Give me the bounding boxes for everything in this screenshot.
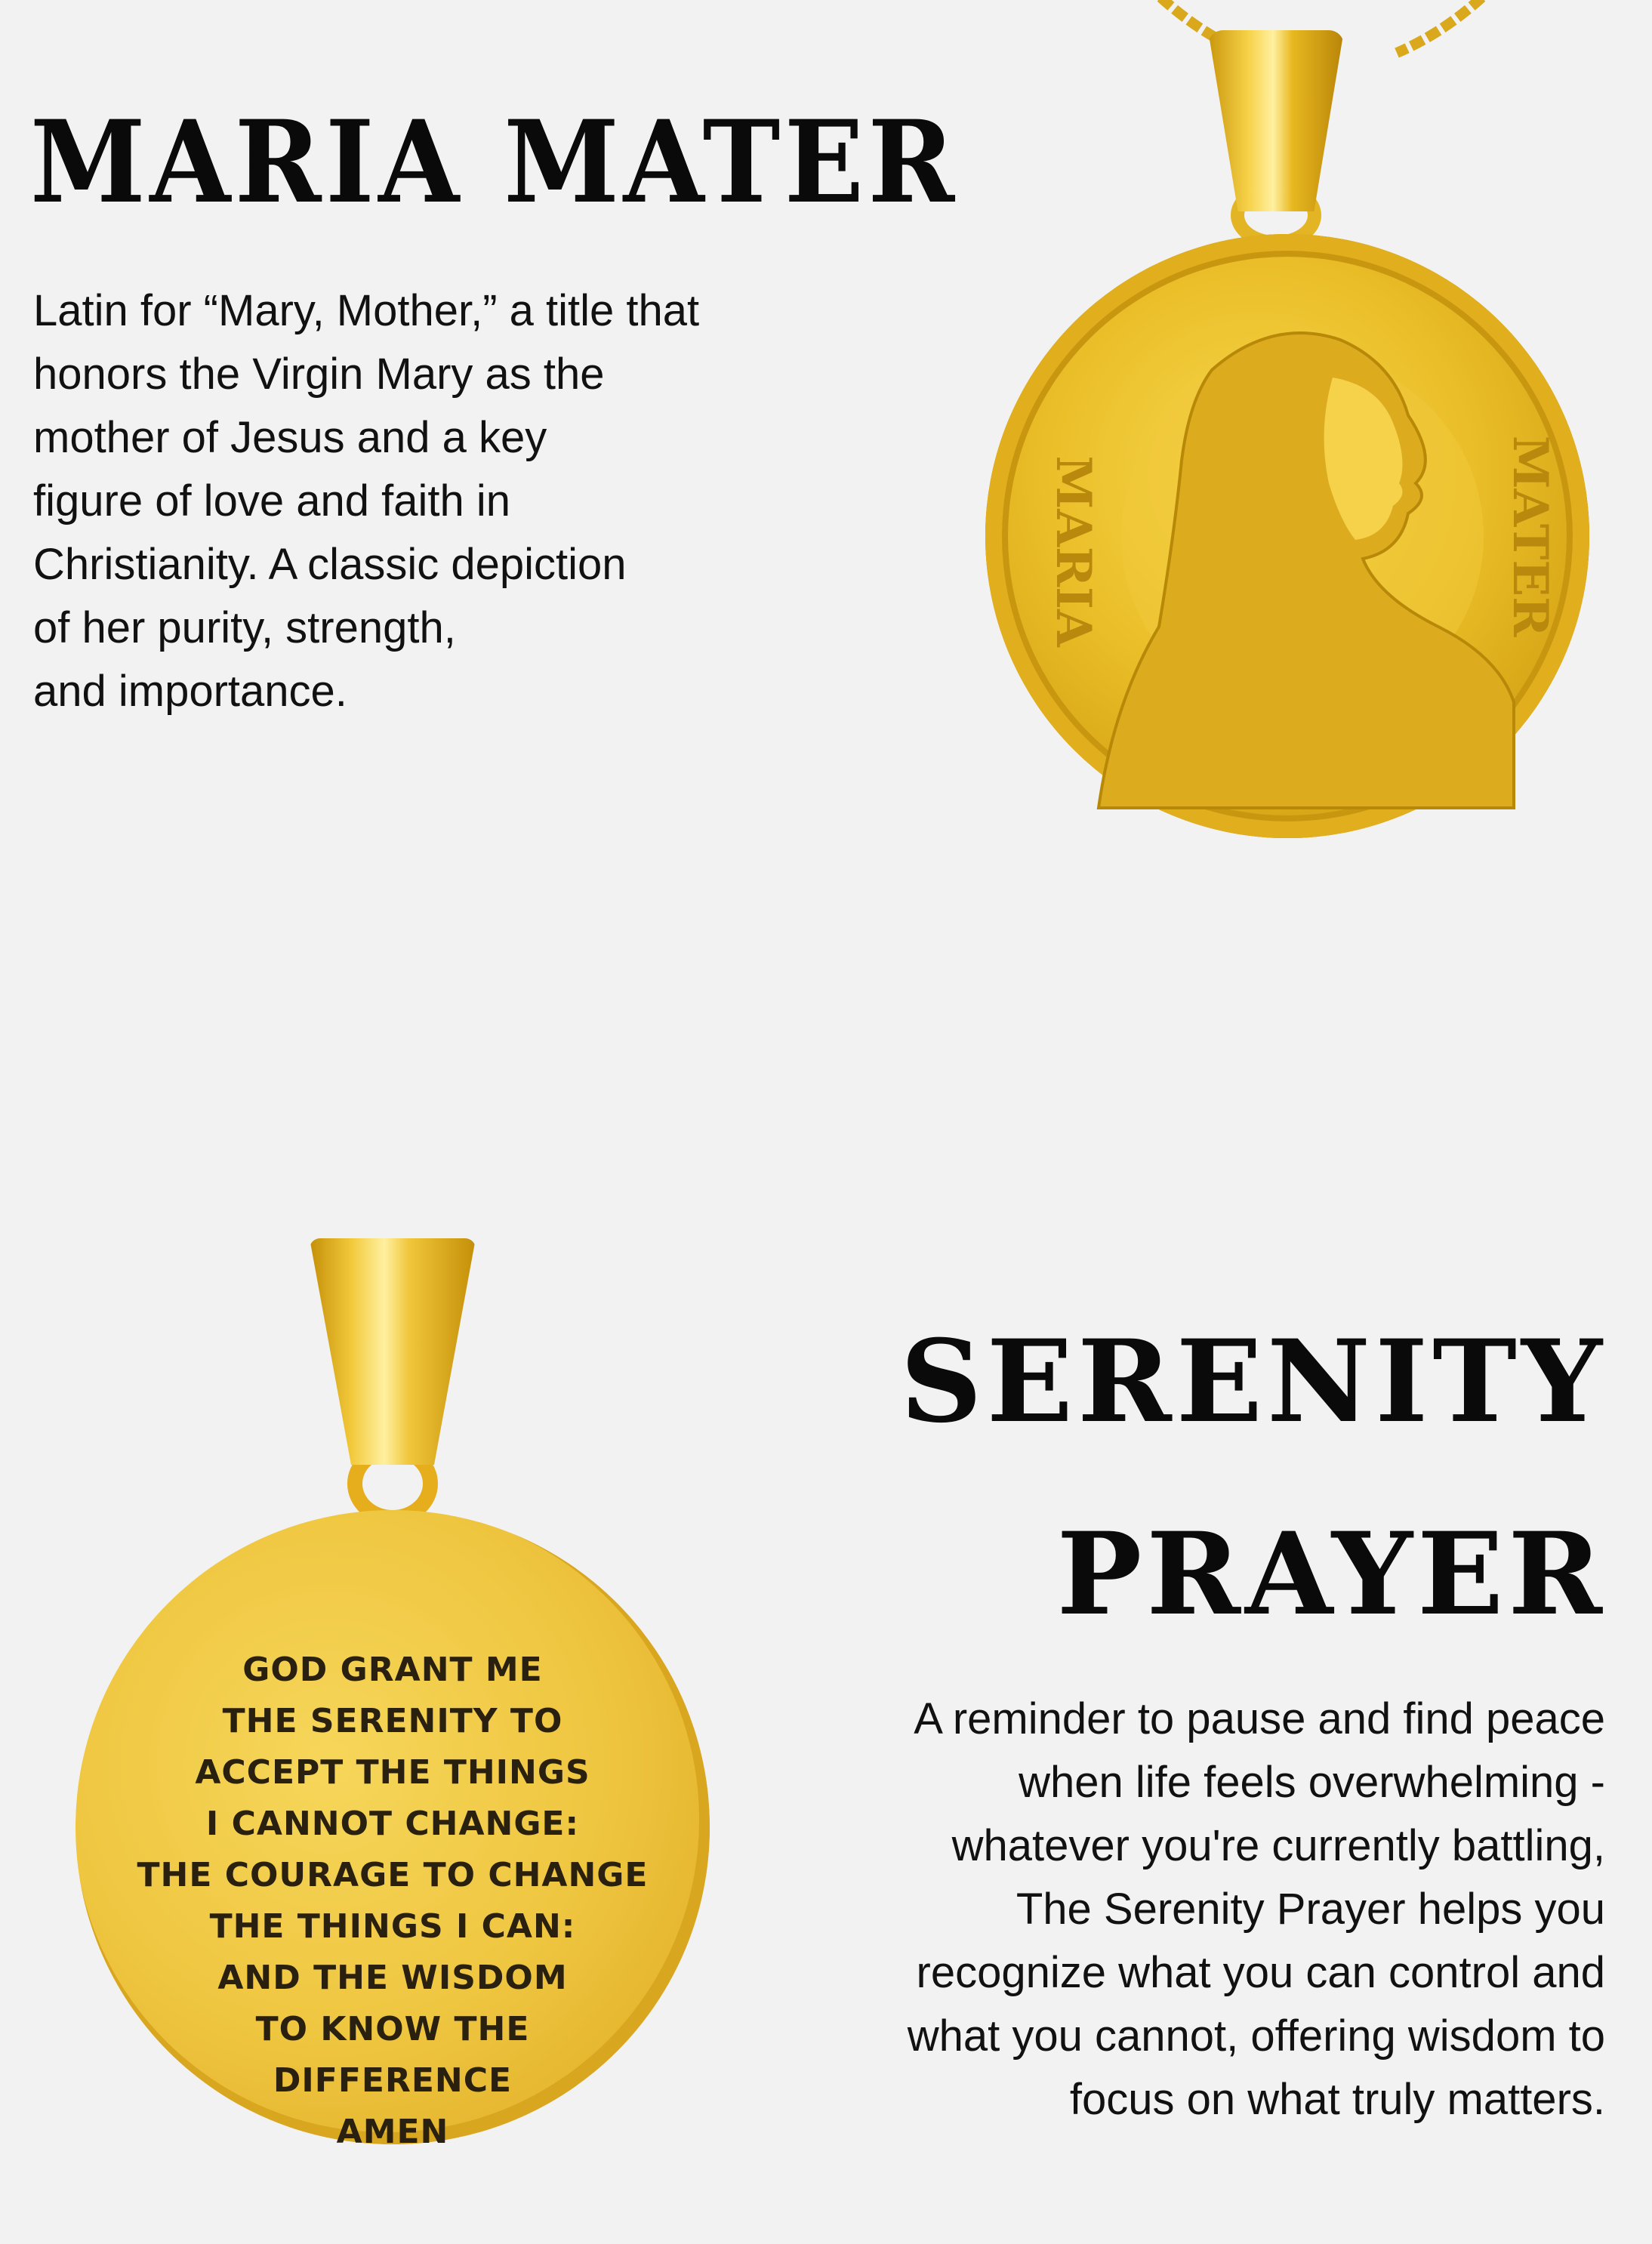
- maria-mater-pendant-image: [974, 0, 1652, 982]
- medallion-coin: [985, 234, 1589, 838]
- engraved-prayer-text: [76, 1644, 710, 2158]
- description-line: of her purity, strength,: [33, 603, 456, 652]
- description-line: when life feels overwhelming -: [1019, 1758, 1605, 1807]
- engraving-line: THE THINGS I CAN:: [209, 1907, 576, 1946]
- engraving-line: ACCEPT THE THINGS: [195, 1753, 590, 1792]
- engraving-line: THE COURAGE TO CHANGE: [137, 1856, 649, 1894]
- medallion-relief: [985, 234, 1589, 838]
- description-line: recognize what you can control and: [916, 1948, 1605, 1997]
- description-line: mother of Jesus and a key: [33, 413, 547, 462]
- serenity-title-line2: PRAYER: [1056, 1508, 1607, 1641]
- inscription-mater: MATER: [1502, 435, 1558, 637]
- prayer-coin: [76, 1510, 710, 2151]
- serenity-prayer-pendant-image: [76, 1223, 755, 2205]
- inscription-maria: MARIA: [1045, 455, 1102, 647]
- engraving-line: AND THE WISDOM: [217, 1959, 568, 1997]
- engraving-line: AMEN: [336, 2113, 449, 2151]
- description-line: and importance.: [33, 667, 347, 716]
- serenity-title-line1: SERENITY: [900, 1315, 1607, 1448]
- serenity-prayer-description: [908, 1688, 1605, 2131]
- description-line: A reminder to pause and find peace: [914, 1694, 1605, 1743]
- pendant-bail: [1208, 30, 1344, 211]
- pendant-bail: [310, 1238, 476, 1465]
- maria-mater-description: [33, 279, 699, 723]
- description-line: focus on what truly matters.: [1069, 2075, 1605, 2124]
- description-line: honors the Virgin Mary as the: [33, 350, 605, 399]
- description-line: figure of love and faith in: [33, 476, 510, 526]
- description-line: Latin for “Mary, Mother,” a title that: [33, 286, 700, 335]
- description-line: whatever you're currently battling,: [951, 1821, 1605, 1870]
- description-line: Christianity. A classic depiction: [33, 540, 627, 589]
- maria-mater-title: MARIA MATER: [30, 96, 959, 229]
- engraving-line: THE SERENITY TO: [222, 1702, 563, 1740]
- engraving-line: I CANNOT CHANGE:: [205, 1805, 580, 1843]
- engraving-line: DIFFERENCE: [273, 2061, 513, 2100]
- engraving-line: GOD GRANT ME: [242, 1651, 543, 1689]
- description-line: what you cannot, offering wisdom to: [907, 2011, 1605, 2061]
- description-line: The Serenity Prayer helps you: [1016, 1885, 1605, 1934]
- engraving-line: TO KNOW THE: [255, 2010, 530, 2048]
